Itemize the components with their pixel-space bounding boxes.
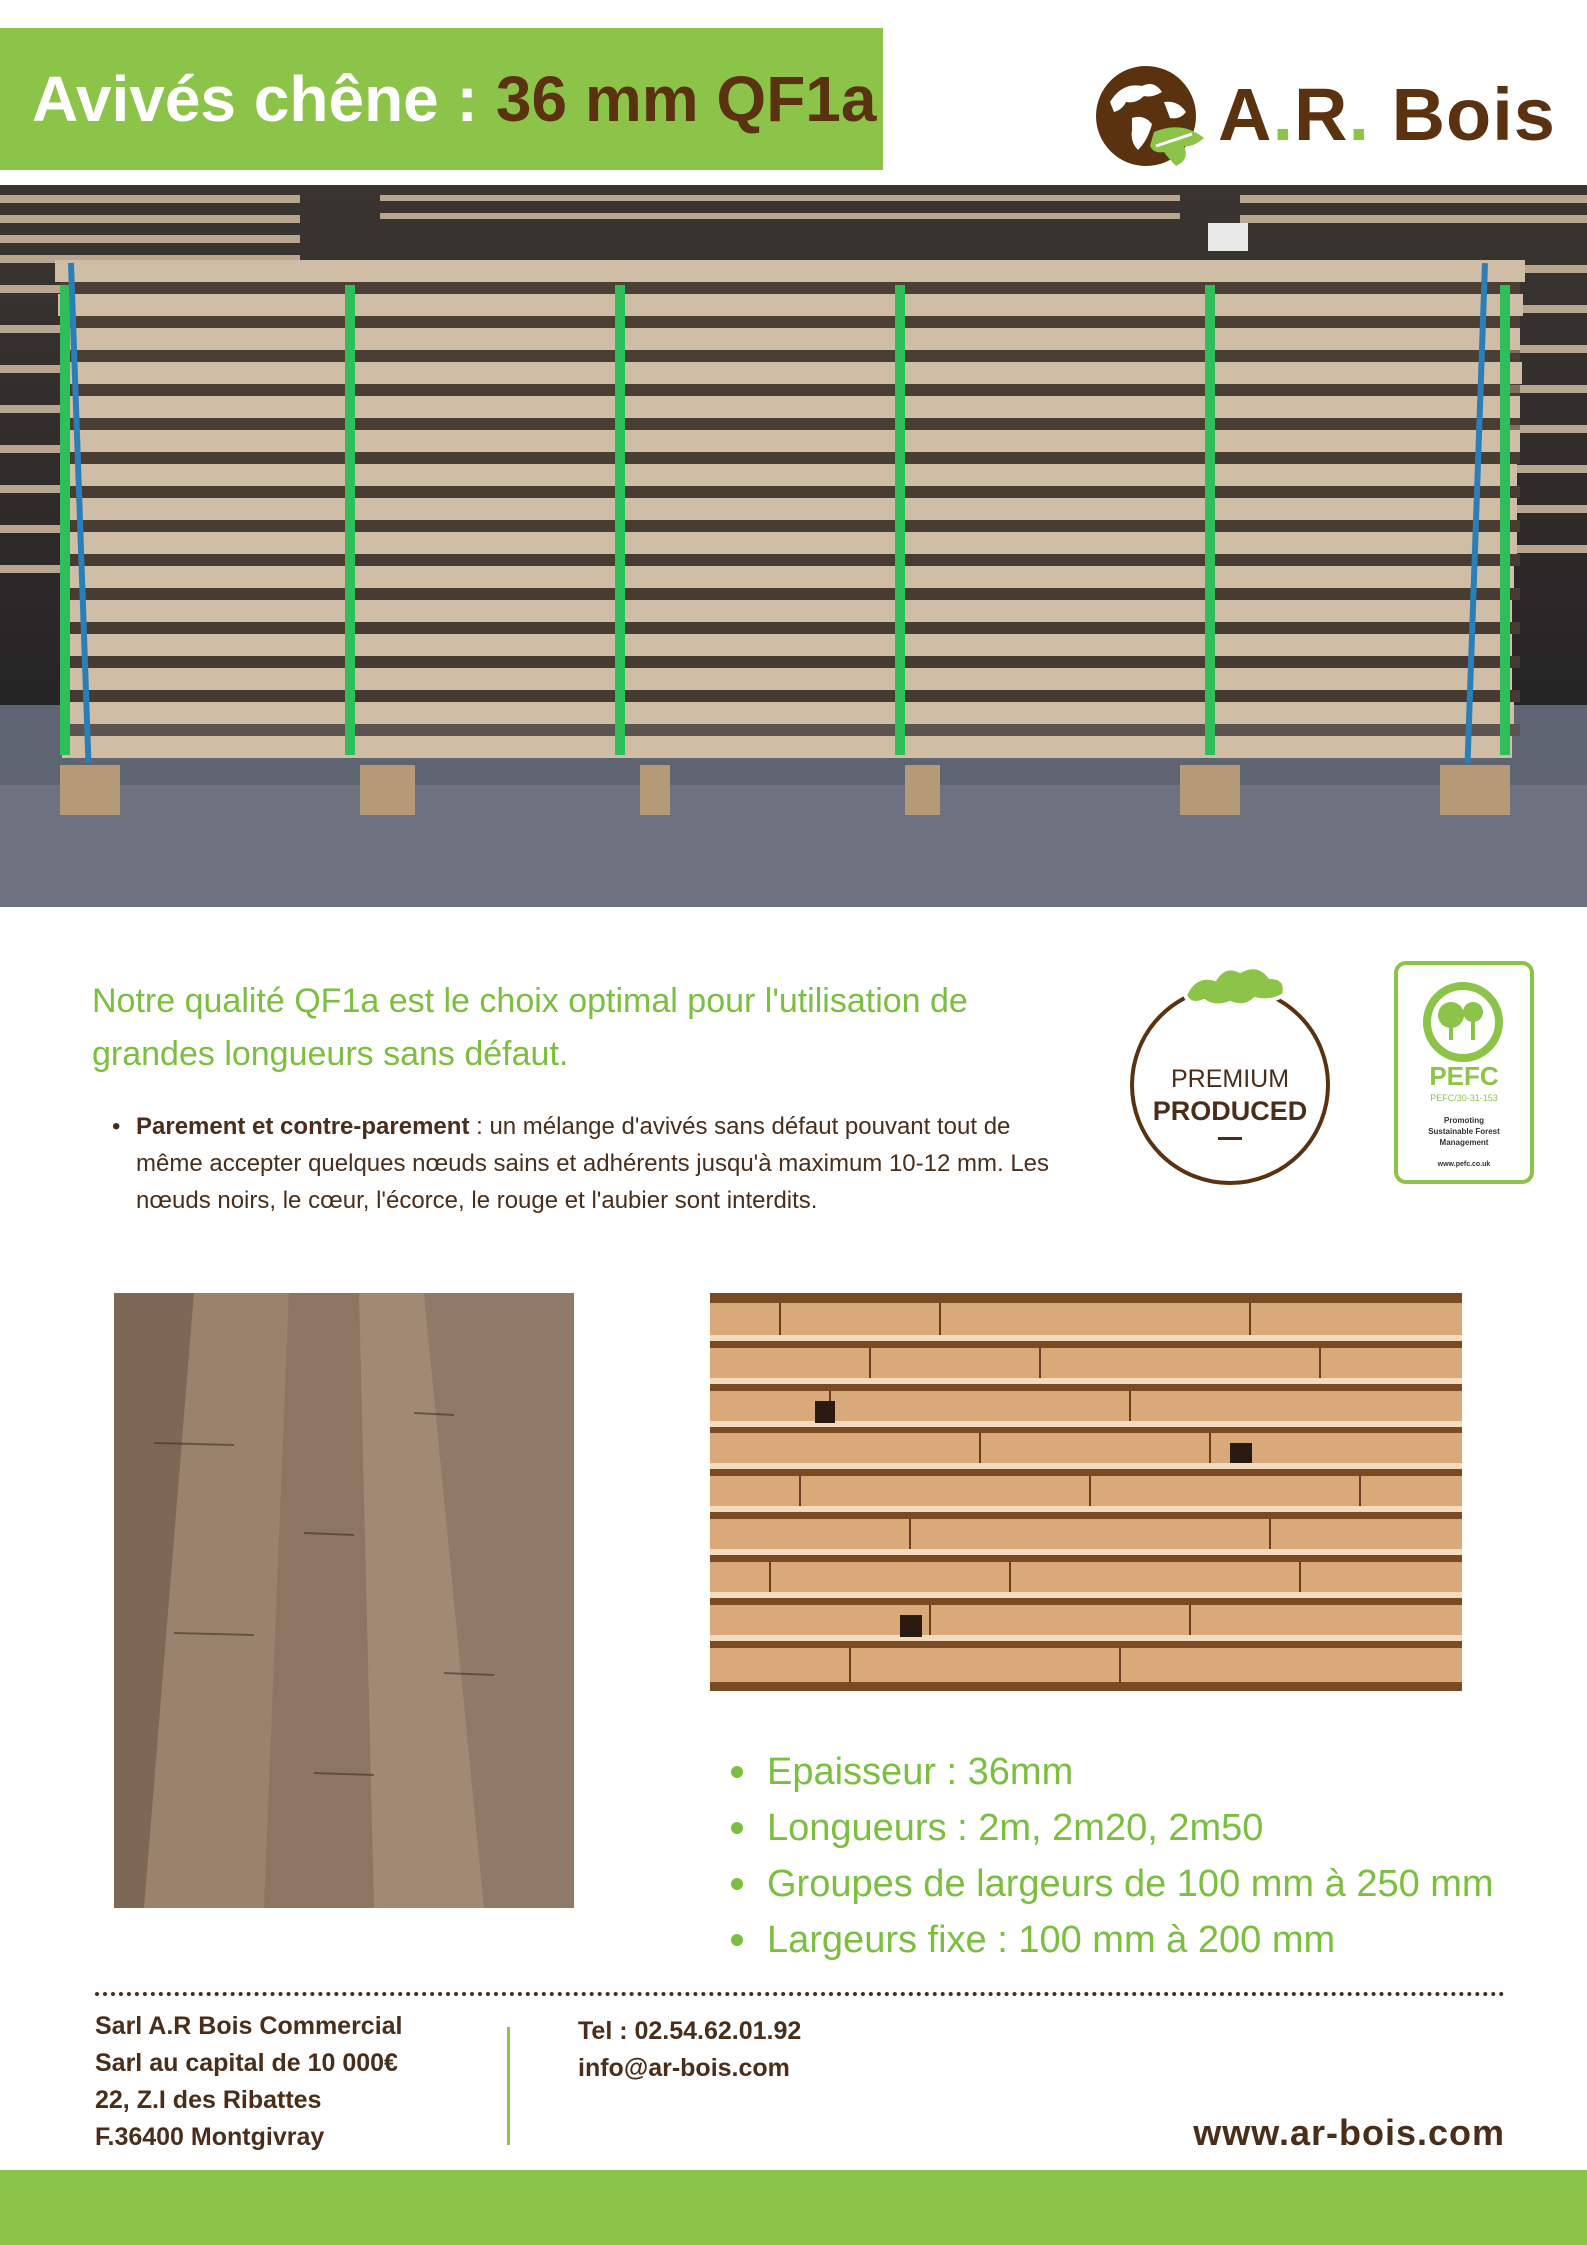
premium-produced-badge bbox=[1120, 955, 1340, 1185]
contact-phone[interactable]: Tel : 02.54.62.01.92 bbox=[578, 2017, 802, 2045]
footer-divider bbox=[95, 1992, 1505, 1996]
pefc-line1: Promoting bbox=[1444, 1116, 1484, 1125]
spec-fixed-widths: Largeurs fixe : 100 mm à 200 mm bbox=[727, 1912, 1557, 1968]
bullet-bold-term: Parement et contre-parement bbox=[136, 1113, 470, 1140]
title-spec: 36 mm QF1a bbox=[495, 63, 877, 135]
contact-info bbox=[578, 2013, 801, 2087]
pefc-code: PEFC/30-31-153 bbox=[1430, 1093, 1498, 1103]
globe-leaf-logo-icon bbox=[1092, 62, 1212, 174]
spec-width-groups: Groupes de largeurs de 100 mm à 250 mm bbox=[727, 1856, 1557, 1912]
company-address: 22, Z.I des Ribattes bbox=[95, 2086, 322, 2114]
hero-photo-stacked-oak-boards bbox=[0, 185, 1587, 907]
photo-oak-plank-surface bbox=[114, 1293, 574, 1908]
pefc-line2: Sustainable Forest bbox=[1428, 1127, 1500, 1136]
company-info bbox=[95, 2008, 403, 2156]
spec-list bbox=[727, 1744, 1557, 1968]
list-item bbox=[112, 1108, 1052, 1219]
pefc-url: www.pefc.co.uk bbox=[1437, 1161, 1491, 1168]
photo-oak-board-ends bbox=[710, 1293, 1462, 1691]
contact-email[interactable]: info@ar-bois.com bbox=[578, 2054, 790, 2082]
bullet-text: : un mélange d'avivés sans défaut pouvant tout de même accepter quelques nœuds sains et adhérents jusqu'à maximum 10-12 mm. Les nœuds noirs, le cœur, l'écorce, le rouge et l'aubier sont interdits. bbox=[136, 1113, 1050, 1214]
title-banner bbox=[0, 28, 883, 170]
pefc-name: PEFC bbox=[1429, 1061, 1499, 1091]
premium-line2: PRODUCED bbox=[1152, 1096, 1308, 1126]
spec-lengths: Longueurs : 2m, 2m20, 2m50 bbox=[727, 1800, 1557, 1856]
premium-line1: PREMIUM bbox=[1170, 1065, 1290, 1093]
footer-separator bbox=[507, 2027, 510, 2145]
intro-headline: Notre qualité QF1a est le choix optimal pour l'utilisation de grandes longueurs sans défaut. bbox=[92, 982, 968, 1073]
spec-thickness: Epaisseur : 36mm bbox=[727, 1744, 1557, 1800]
pefc-line3: Management bbox=[1439, 1138, 1489, 1147]
pefc-certification-badge bbox=[1393, 960, 1535, 1185]
website-link[interactable]: www.ar-bois.com bbox=[1193, 2112, 1505, 2153]
company-city: F.36400 Montgivray bbox=[95, 2123, 325, 2151]
quality-description-list bbox=[112, 1108, 1052, 1219]
brand-logo-text: A.R. Bois bbox=[1218, 73, 1556, 156]
company-capital: Sarl au capital de 10 000€ bbox=[95, 2049, 398, 2077]
title-product: Avivés chêne : bbox=[32, 63, 478, 135]
bottom-bar bbox=[0, 2170, 1587, 2245]
company-name: Sarl A.R Bois Commercial bbox=[95, 2012, 403, 2040]
